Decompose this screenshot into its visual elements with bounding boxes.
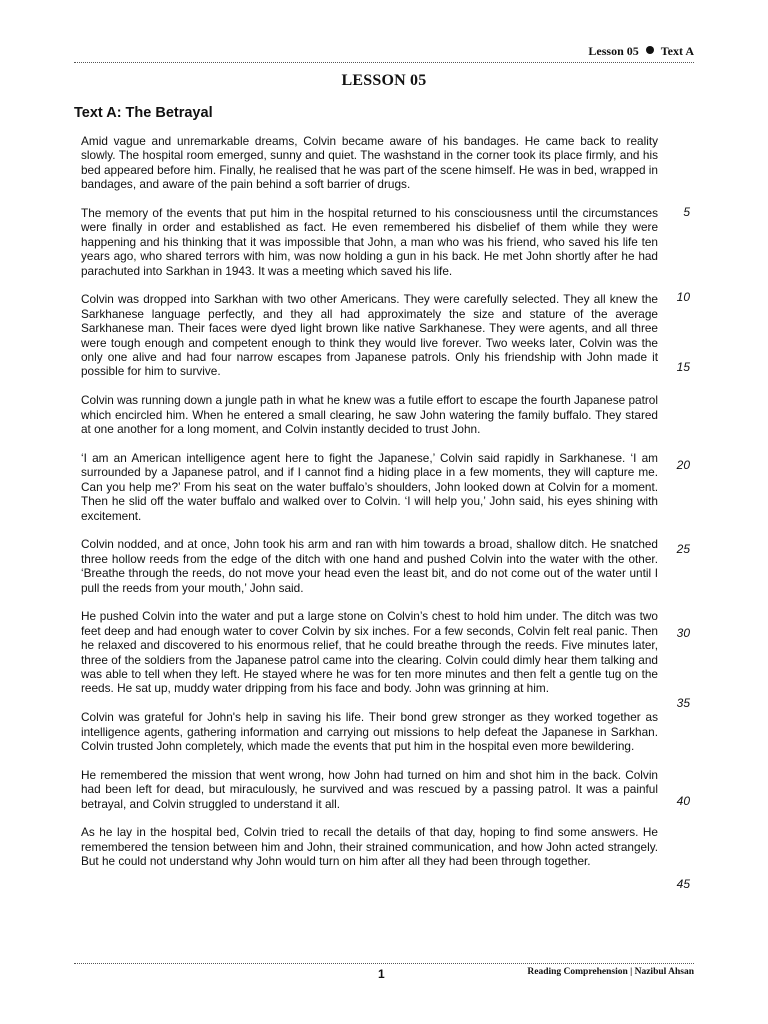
- line-number-15: 15: [676, 360, 690, 374]
- line-number-40: 40: [676, 794, 690, 808]
- paragraph-1: Amid vague and unremarkable dreams, Colvin became aware of his bandages. He came back to reality slowly. The hospital room emerged, sunny and quiet. The washstand in the corner took its place firmly, and his bed appeared before him. Finally, he realised that he was part of the scene himself. He was in bed, wrapped in bandages, and aware of the pain behind a soft barrier of drugs.: [81, 134, 658, 192]
- text-title: Text A: The Betrayal: [74, 105, 213, 121]
- paragraph-5: ‘I am an American intelligence agent here to fight the Japanese,’ Colvin said rapidly in Sarkhanese. ‘I am surrounded by a Japanese patrol, and if I cannot find a hiding place in a few moments, they will capture me. Can you help me?’ From his seat on the water buffalo’s shoulders, John looked down at Colvin for a moment. Then he slid off the water buffalo and walked over to Colvin. ‘I will help you,’ John said, his eyes shining with excitement.: [81, 450, 658, 523]
- paragraph-7: He pushed Colvin into the water and put a large stone on Colvin’s chest to hold him under. The ditch was two feet deep and had enough water to cover Colvin by six inches. For a few seconds, Colvin felt real panic. Then he relaxed and discovered to his enormous relief, that he could breathe through the reeds. Five minutes later, three of the soldiers from the Japanese patrol came into the clearing. Colvin could dimly hear them talking and was able to tell when they left. He stayed where he was for ten more minutes and then felt a gentle tug on the reeds. He sat up, muddy water dripping from his face and body. John was grinning at him.: [81, 609, 658, 696]
- page-footer: [74, 963, 694, 984]
- paragraph-9: He remembered the mission that went wrong, how John had turned on him and shot him in the back. Colvin had been left for dead, but miraculously, he survived and was rescued by a passing patrol. It was a painful betrayal, and Colvin struggled to understand it all.: [81, 767, 658, 811]
- line-number-10: 10: [676, 290, 690, 304]
- bullet-dot-icon: [646, 46, 654, 54]
- page-header: [74, 42, 694, 63]
- line-number-5: 5: [683, 205, 690, 219]
- line-number-20: 20: [676, 458, 690, 472]
- paragraph-8: Colvin was grateful for John's help in saving his life. Their bond grew stronger as they worked together as intelligence agents, gathering information and carrying out missions to help defeat the Japanese in Sarkhan. Colvin trusted John completely, which made the events that put him in the hospital even more bewildering.: [81, 710, 658, 753]
- lesson-title: LESSON 05: [341, 72, 427, 89]
- line-number-35: 35: [676, 696, 690, 710]
- paragraph-6: Colvin nodded, and at once, John took his arm and ran with him towards a broad, shallow ditch. He snatched three hollow reeds from the edge of the ditch with one hand and pushed Colvin into the water with the other. ‘Breathe through the reeds, do not move your head even the least bit, and do not come out of the water until I pull the reeds from your mouth,’ John said.: [81, 537, 658, 595]
- passage: [81, 134, 658, 883]
- footer-credit: Reading Comprehension | Nazibul Ahsan: [527, 967, 694, 977]
- header-text-label: Text A: [660, 44, 694, 58]
- paragraph-10: As he lay in the hospital bed, Colvin tried to recall the details of that day, hoping to find some answers. He remembered the tension between him and John, their strained communication, and how John acted strangely. But he could not understand why John would turn on him after all they had been through together.: [81, 825, 658, 869]
- page-number: 1: [378, 967, 385, 981]
- header-label: [588, 44, 694, 59]
- line-number-30: 30: [676, 626, 690, 640]
- paragraph-3: Colvin was dropped into Sarkhan with two other Americans. They were carefully selected. They all knew the Sarkhanese language perfectly, and they all had approximately the size and stature of the average Sarkhanese man. Their faces were dyed light brown like native Sarkhanese. They were agents, and all three were tough enough and competent enough to think they would live forever. Two weeks later, Colvin was the only one alive and had four narrow escapes from Japanese patrols. Only his friendship with John made it possible for him to survive.: [81, 292, 658, 379]
- paragraph-2: The memory of the events that put him in the hospital returned to his consciousness until the circumstances were finally in order and established as fact. He even remembered his disbelief of them while they were happening and his thinking that it was impossible that John, a man who was his friend, who saved his life ten years ago, who shared terrors with him, was now holding a gun in his back. He met John shortly after he had parachuted into Sarkhan in 1943. It was a meeting which saved his life.: [81, 206, 658, 278]
- line-number-45: 45: [676, 877, 690, 891]
- paragraph-4: Colvin was running down a jungle path in what he knew was a futile effort to escape the fourth Japanese patrol which encircled him. When he entered a small clearing, he saw John watering the family buffalo. They stared at one another for a long moment, and Colvin instantly decided to trust John.: [81, 393, 658, 437]
- line-number-25: 25: [676, 542, 690, 556]
- header-lesson: Lesson 05: [588, 44, 639, 58]
